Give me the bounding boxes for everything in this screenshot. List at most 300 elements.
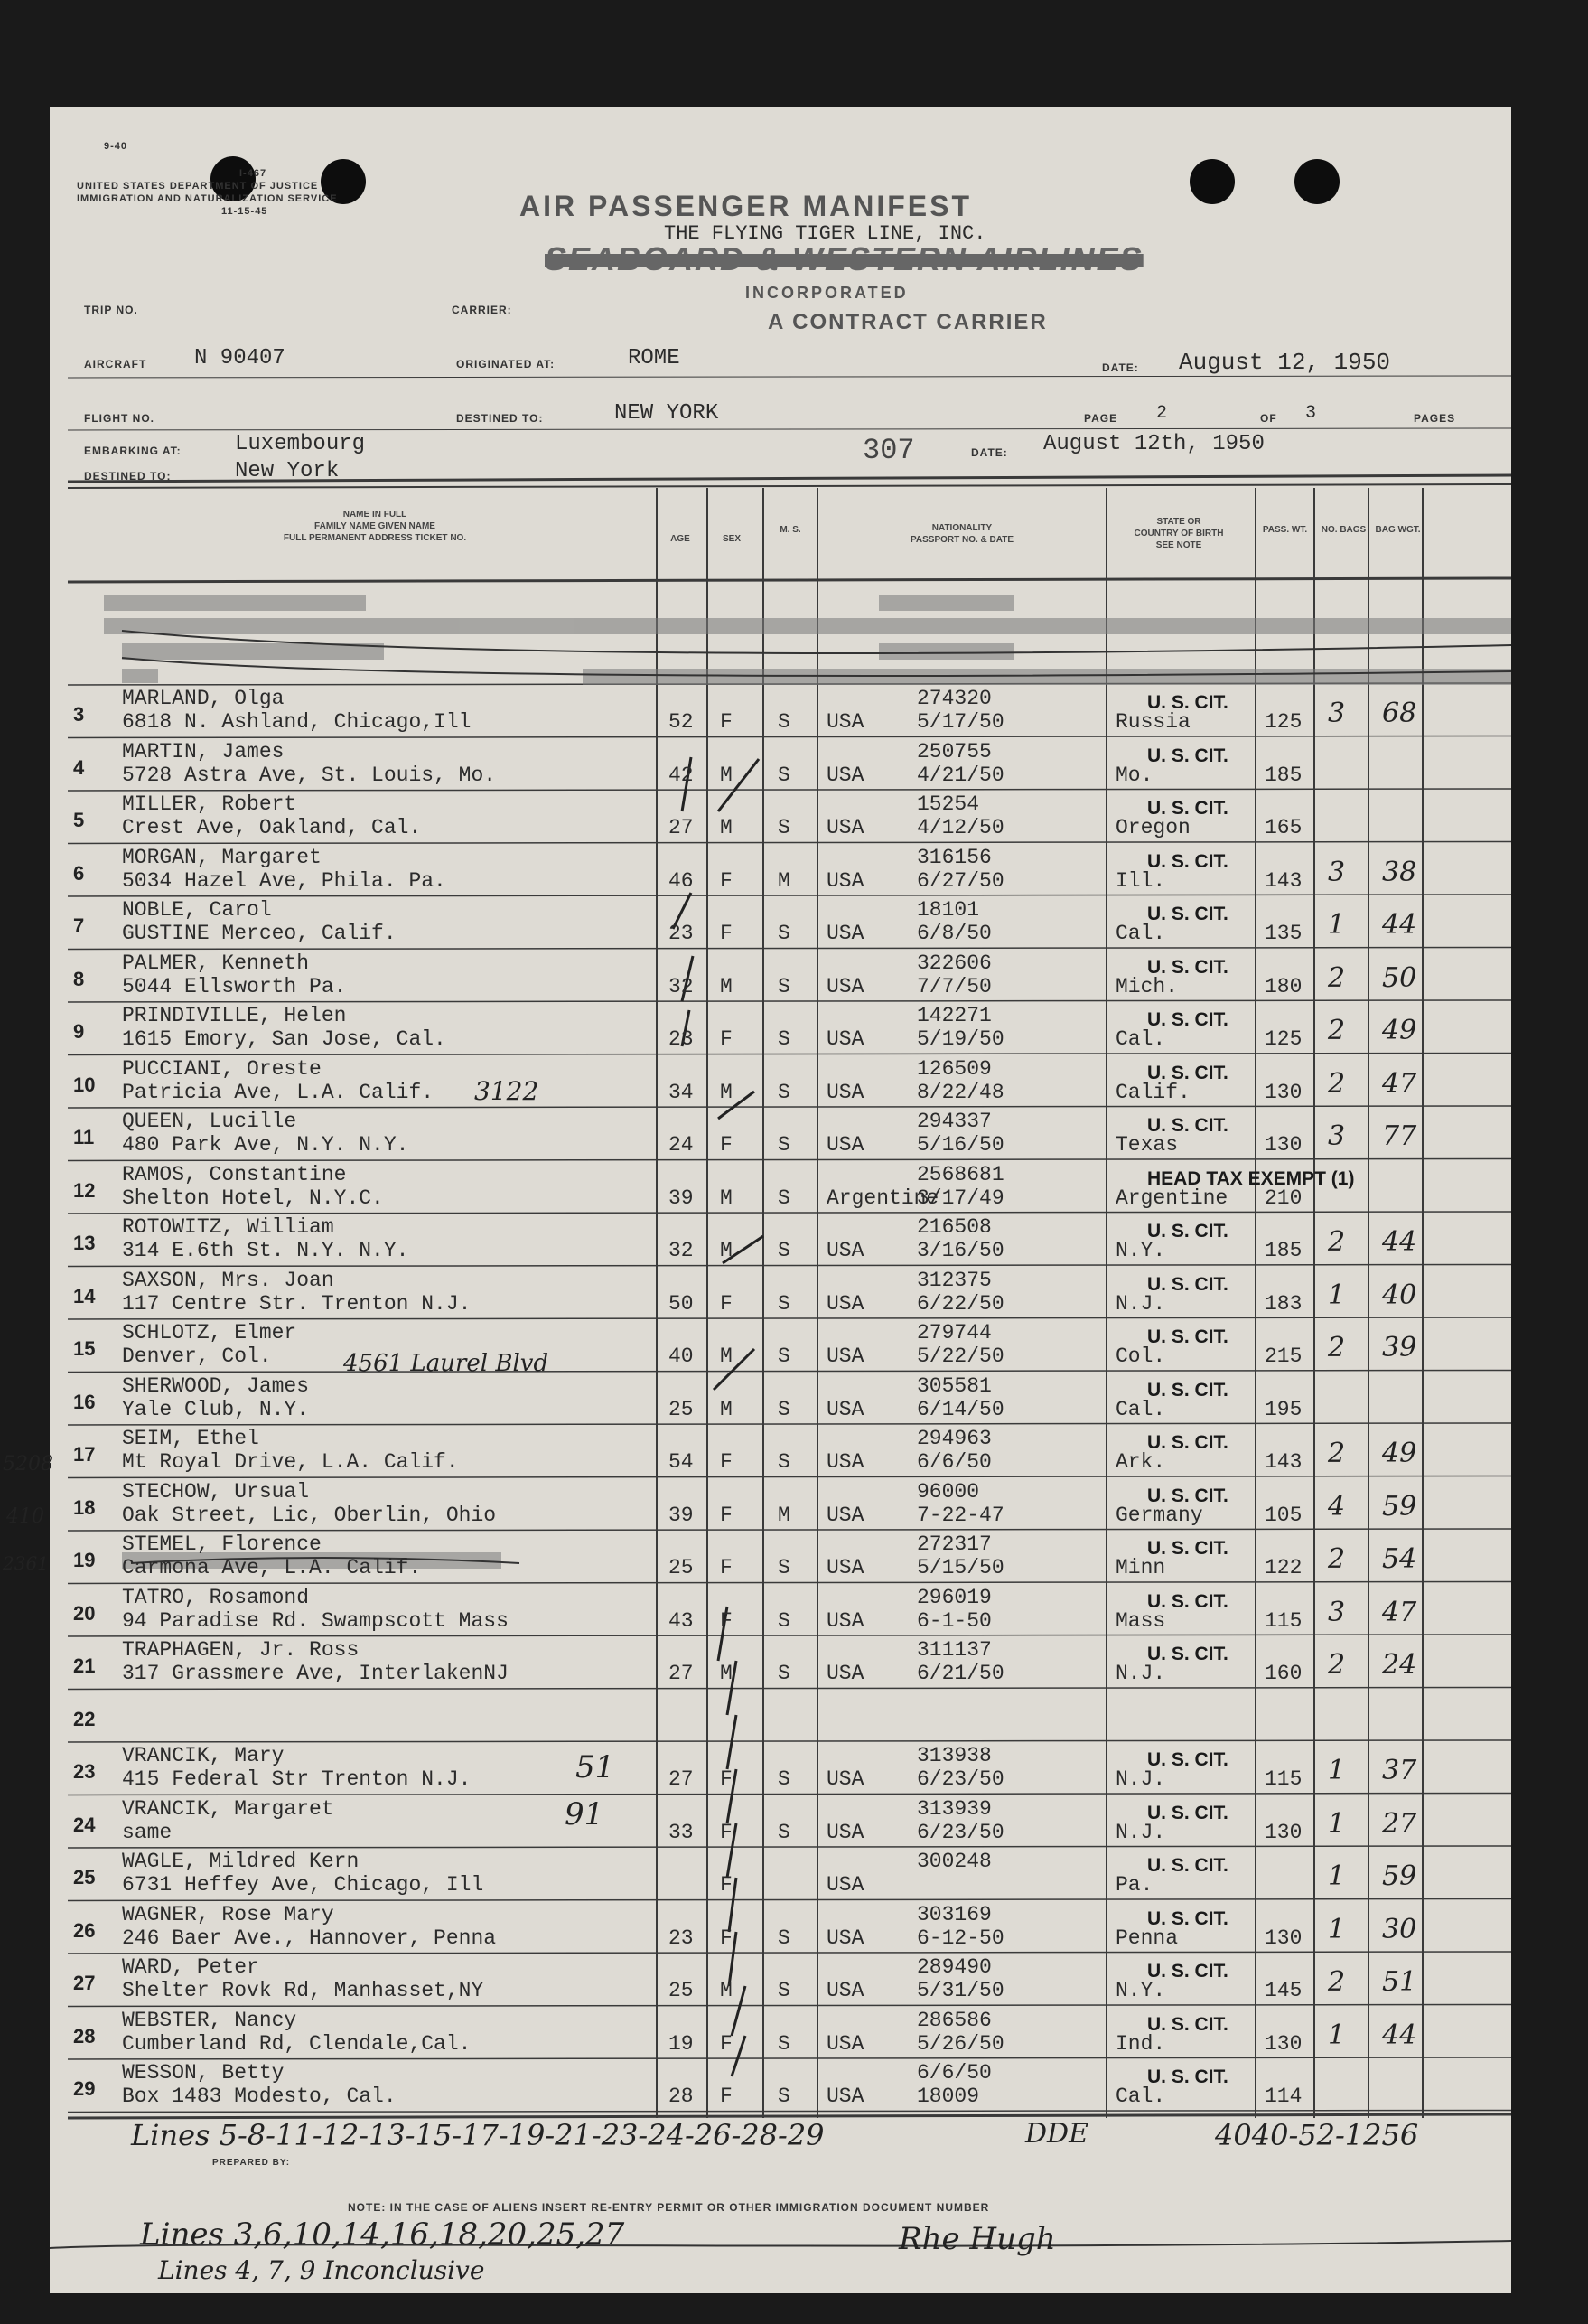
margin-note-410: 410 — [6, 1505, 44, 1528]
table-row — [50, 844, 1511, 897]
passenger-age: 27 — [668, 1767, 694, 1791]
table-row — [50, 1531, 1511, 1584]
passenger-name: WEBSTER, Nancy — [122, 2008, 297, 2032]
table-row — [50, 1795, 1511, 1849]
carrier-label: CARRIER: — [452, 304, 512, 316]
of-value: 3 — [1305, 403, 1317, 424]
handwritten-note-51: 51 — [575, 1749, 615, 1785]
aircraft-value: N 90407 — [194, 346, 285, 370]
passenger-nationality: USA — [827, 1820, 864, 1844]
passenger-weight: 130 — [1265, 1926, 1303, 1950]
table-row — [50, 1425, 1511, 1478]
country-of-birth: Ind. — [1116, 2031, 1166, 2056]
passenger-sex: M — [720, 816, 733, 839]
row-number: 19 — [73, 1549, 96, 1571]
citizenship-stamp: U. S. CIT. — [1147, 692, 1228, 713]
passenger-marital-status: S — [778, 2085, 790, 2108]
passenger-marital-status: S — [778, 1450, 790, 1474]
struck-carrier-name: SEABOARD & WESTERN AIRLINES — [545, 240, 1144, 277]
country-of-birth: Oregon — [1116, 816, 1191, 839]
passenger-nationality: USA — [827, 1608, 864, 1633]
table-row — [50, 1478, 1511, 1532]
passenger-age: 43 — [668, 1608, 694, 1633]
passenger-address: Box 1483 Modesto, Cal. — [122, 2085, 397, 2108]
passenger-weight: 195 — [1265, 1397, 1303, 1421]
passenger-weight: 135 — [1265, 922, 1303, 945]
bag-count: 2 — [1328, 1966, 1346, 1998]
passport-date: 5/26/50 — [917, 2031, 1004, 2056]
passenger-sex: M — [720, 1345, 733, 1368]
row-number: 5 — [73, 809, 85, 831]
passenger-nationality: USA — [827, 1979, 864, 2002]
passport-date: 6/14/50 — [917, 1397, 1004, 1421]
passenger-marital-status: M — [778, 868, 790, 893]
aircraft-label: AIRCRAFT — [84, 358, 147, 370]
passport-number: 322606 — [917, 951, 992, 975]
passenger-sex: M — [720, 974, 733, 998]
passenger-nationality: USA — [827, 1450, 864, 1474]
passport-date: 5/22/50 — [917, 1345, 1004, 1368]
passenger-sex: F — [720, 1556, 733, 1579]
passport-number: 294337 — [917, 1110, 992, 1133]
passenger-marital-status: S — [778, 1185, 790, 1210]
passenger-age: 39 — [668, 1185, 694, 1210]
bag-count: 1 — [1328, 1807, 1346, 1840]
bag-weight: 59 — [1382, 1490, 1417, 1523]
passport-number: 300248 — [917, 1850, 992, 1873]
passenger-name: WESSON, Betty — [122, 2061, 285, 2085]
passenger-marital-status: S — [778, 710, 790, 734]
column-header-ms: M. S. — [780, 525, 801, 535]
passenger-age: 39 — [668, 1503, 694, 1527]
passport-date: 6/27/50 — [917, 868, 1004, 893]
passenger-weight: 130 — [1265, 1080, 1303, 1104]
bag-count: 1 — [1328, 1913, 1346, 1945]
passenger-age: 32 — [668, 974, 694, 998]
row-number: 10 — [73, 1073, 96, 1096]
manifest-number: 307 — [863, 434, 915, 467]
passenger-name: RAMOS, Constantine — [122, 1162, 347, 1186]
department-date: 11-15-45 — [221, 206, 268, 217]
originated-label: ORIGINATED AT: — [456, 358, 556, 370]
citizenship-stamp: U. S. CIT. — [1147, 1485, 1228, 1506]
passenger-address: 246 Baer Ave., Hannover, Penna — [122, 1926, 497, 1950]
passenger-name: WARD, Peter — [122, 1955, 259, 1979]
country-of-birth: Cal. — [1116, 1027, 1166, 1051]
passenger-nationality: USA — [827, 1503, 864, 1527]
country-of-birth: N.Y. — [1116, 1239, 1166, 1262]
citizenship-stamp: U. S. CIT. — [1147, 745, 1228, 766]
bag-count: 1 — [1328, 1755, 1346, 1786]
bag-count: 1 — [1328, 2019, 1346, 2051]
column-header-sex: SEX — [722, 534, 741, 544]
table-row — [50, 1373, 1511, 1426]
passport-date: 18009 — [917, 2085, 980, 2108]
passenger-age: 27 — [668, 816, 694, 839]
citizenship-stamp: U. S. CIT. — [1147, 1749, 1228, 1770]
bag-weight: 68 — [1382, 698, 1417, 729]
passenger-sex: M — [720, 1397, 733, 1421]
passenger-sex: M — [720, 1239, 733, 1262]
bag-weight: 47 — [1382, 1067, 1417, 1100]
date-label: DATE: — [1102, 361, 1139, 374]
passenger-address: 5044 Ellsworth Pa. — [122, 974, 347, 998]
passenger-age: 32 — [668, 1239, 694, 1262]
citizenship-stamp: U. S. CIT. — [1147, 904, 1228, 924]
passenger-sex: F — [720, 1767, 733, 1791]
flight-label: FLIGHT NO. — [84, 412, 154, 425]
citizenship-stamp: U. S. CIT. — [1147, 1590, 1228, 1612]
passenger-nationality: USA — [827, 710, 864, 734]
passport-number: 289490 — [917, 1955, 992, 1979]
table-row — [50, 738, 1511, 792]
carrier-name: THE FLYING TIGER LINE, INC. — [664, 222, 986, 245]
bag-weight: 27 — [1382, 1807, 1417, 1840]
passport-date: 3/16/50 — [917, 1239, 1004, 1262]
destined-label: DESTINED TO: — [456, 412, 544, 425]
bag-weight: 24 — [1382, 1649, 1417, 1681]
page-label: PAGE — [1084, 412, 1118, 425]
passport-date: 4/21/50 — [917, 763, 1004, 787]
citizenship-stamp: U. S. CIT. — [1147, 1115, 1228, 1136]
passenger-nationality: USA — [827, 1291, 864, 1316]
passenger-address: 6731 Heffey Ave, Chicago, Ill — [122, 1873, 484, 1897]
pages-label: PAGES — [1414, 412, 1456, 425]
passenger-name: MORGAN, Margaret — [122, 845, 322, 869]
passenger-marital-status: S — [778, 1133, 790, 1157]
table-row — [50, 791, 1511, 844]
passenger-nationality: USA — [827, 974, 864, 998]
passenger-address: 415 Federal Str Trenton N.J. — [122, 1767, 472, 1791]
passenger-marital-status: S — [778, 922, 790, 945]
passenger-sex: F — [720, 2085, 733, 2108]
passenger-address: Denver, Col. — [122, 1345, 272, 1368]
passenger-address: 314 E.6th St. N.Y. N.Y. — [122, 1239, 409, 1262]
passenger-sex: F — [720, 1027, 733, 1051]
passenger-weight: 130 — [1265, 1133, 1303, 1157]
bag-weight: 54 — [1382, 1543, 1417, 1575]
passport-date: 5/31/50 — [917, 1979, 1004, 2002]
passenger-nationality: USA — [827, 1556, 864, 1579]
passenger-nationality: USA — [827, 1767, 864, 1791]
passenger-sex: F — [720, 868, 733, 893]
destined-value: NEW YORK — [614, 401, 719, 426]
passenger-age: 28 — [668, 2085, 694, 2108]
passenger-nationality: USA — [827, 2085, 864, 2108]
country-of-birth: N.J. — [1116, 1291, 1166, 1316]
passenger-weight: 115 — [1265, 1767, 1303, 1791]
row-number: 28 — [73, 2024, 96, 2048]
bag-count: 1 — [1328, 909, 1346, 941]
row-number: 12 — [73, 1178, 96, 1202]
passenger-address: 317 Grassmere Ave, InterlakenNJ — [122, 1662, 509, 1685]
passenger-address: Shelton Hotel, N.Y.C. — [122, 1185, 384, 1210]
citizenship-stamp: U. S. CIT. — [1147, 1326, 1228, 1347]
passport-date: 7-22-47 — [917, 1503, 1004, 1527]
passport-number: 15254 — [917, 792, 980, 816]
passenger-address: Yale Club, N.Y. — [122, 1397, 310, 1421]
passport-date: 6/8/50 — [917, 922, 992, 945]
passenger-marital-status: S — [778, 1239, 790, 1262]
passenger-name: PRINDIVILLE, Helen — [122, 1004, 347, 1027]
passport-date: 6/23/50 — [917, 1767, 1004, 1791]
row-number: 22 — [73, 1707, 96, 1730]
passport-number: 250755 — [917, 739, 992, 764]
column-header-birth: STATE OR COUNTRY OF BIRTH SEE NOTE — [1134, 517, 1224, 550]
row-number: 18 — [73, 1495, 96, 1519]
passenger-weight: 125 — [1265, 710, 1303, 734]
table-row — [50, 2007, 1511, 2060]
bag-weight: 59 — [1382, 1860, 1417, 1892]
row-number: 6 — [73, 861, 85, 885]
passenger-weight: 130 — [1265, 2031, 1303, 2056]
bag-count: 2 — [1328, 1226, 1346, 1258]
passenger-age: 24 — [668, 1133, 694, 1157]
passenger-name: SAXSON, Mrs. Joan — [122, 1268, 334, 1292]
passport-date: 6/22/50 — [917, 1291, 1004, 1316]
passenger-nationality: USA — [827, 1397, 864, 1421]
table-row — [50, 1848, 1511, 1901]
country-of-birth: Ill. — [1116, 868, 1166, 893]
passenger-marital-status: S — [778, 974, 790, 998]
passenger-marital-status: S — [778, 1080, 790, 1104]
bag-weight: 51 — [1382, 1966, 1417, 1998]
passport-number: 286586 — [917, 2008, 992, 2032]
passenger-weight: 185 — [1265, 763, 1303, 787]
passenger-marital-status: S — [778, 1926, 790, 1950]
passenger-age: 33 — [668, 1820, 694, 1844]
passport-number: 272317 — [917, 1532, 992, 1556]
bag-count: 3 — [1328, 698, 1346, 729]
citizenship-stamp: HEAD TAX EXEMPT (1) — [1147, 1167, 1355, 1189]
row-number: 27 — [73, 1972, 96, 1994]
passenger-nationality: USA — [827, 763, 864, 787]
passenger-weight: 143 — [1265, 868, 1303, 893]
passenger-nationality: USA — [827, 1873, 864, 1897]
passenger-name: WAGNER, Rose Mary — [122, 1902, 334, 1926]
passenger-address: 94 Paradise Rd. Swampscott Mass — [122, 1608, 509, 1633]
bag-count: 2 — [1328, 1438, 1346, 1469]
table-row — [50, 1690, 1511, 1743]
passenger-name: WAGLE, Mildred Kern — [122, 1850, 360, 1873]
table-row — [50, 1319, 1511, 1373]
passenger-age: 27 — [668, 1662, 694, 1685]
passenger-name: SHERWOOD, James — [122, 1373, 310, 1398]
passenger-sex: M — [720, 1185, 733, 1210]
passenger-name: MILLER, Robert — [122, 792, 297, 816]
citizenship-stamp: U. S. CIT. — [1147, 1432, 1228, 1453]
citizenship-stamp: U. S. CIT. — [1147, 1907, 1228, 1929]
country-of-birth: Mich. — [1116, 974, 1179, 998]
passenger-address: Carmona Ave, L.A. Calif. — [122, 1556, 422, 1579]
passenger-age: 52 — [668, 710, 694, 734]
bag-weight: 44 — [1382, 2019, 1417, 2051]
country-of-birth: Calif. — [1116, 1080, 1191, 1104]
passport-number: 279744 — [917, 1321, 992, 1345]
citizenship-stamp: U. S. CIT. — [1147, 1538, 1228, 1559]
row-number: 23 — [73, 1760, 96, 1783]
row-number: 25 — [73, 1866, 96, 1888]
handwritten-initials: DDE — [1025, 2118, 1089, 2150]
passenger-sex: F — [720, 1503, 733, 1527]
row-number: 15 — [73, 1337, 96, 1360]
passenger-age: 25 — [668, 1979, 694, 2002]
table-row — [50, 1742, 1511, 1795]
table-row — [50, 1267, 1511, 1320]
page-value: 2 — [1156, 403, 1168, 424]
incorporated-label: INCORPORATED — [745, 284, 909, 302]
passenger-name: MARTIN, James — [122, 739, 285, 764]
passenger-name: PALMER, Kenneth — [122, 951, 310, 975]
bag-weight: 77 — [1382, 1120, 1417, 1152]
citizenship-stamp: U. S. CIT. — [1147, 850, 1228, 872]
passport-date: 6/6/50 — [917, 1450, 992, 1474]
passport-number: 312375 — [917, 1268, 992, 1292]
passport-number: 313939 — [917, 1796, 992, 1821]
table-row — [50, 685, 1511, 738]
handwritten-lines-list-2: Lines 3,6,10,14,16,18,20,25,27 — [140, 2216, 625, 2253]
passenger-weight: 114 — [1265, 2085, 1303, 2108]
passenger-age: 23 — [668, 922, 694, 945]
passenger-sex: F — [720, 1291, 733, 1316]
passenger-weight: 122 — [1265, 1556, 1303, 1579]
citizenship-stamp: U. S. CIT. — [1147, 1961, 1228, 1982]
passport-number: 311137 — [917, 1638, 992, 1662]
bag-weight: 44 — [1382, 1226, 1417, 1258]
passenger-weight: 183 — [1265, 1291, 1303, 1316]
passenger-address: 6818 N. Ashland, Chicago,Ill — [122, 710, 472, 734]
table-row — [50, 1636, 1511, 1690]
passenger-weight: 145 — [1265, 1979, 1303, 2002]
bag-weight: 49 — [1382, 1438, 1417, 1469]
embarking-value: Luxembourg — [235, 432, 366, 456]
handwritten-street-number: 3122 — [474, 1076, 539, 1106]
passenger-weight: 215 — [1265, 1345, 1303, 1368]
country-of-birth: Cal. — [1116, 1397, 1166, 1421]
form-code: I-467 — [239, 168, 267, 179]
row-number: 13 — [73, 1232, 96, 1254]
handwritten-address: 4561 Laurel Blvd — [343, 1350, 549, 1377]
destined2-value: New York — [235, 459, 340, 483]
passenger-nationality: USA — [827, 1239, 864, 1262]
passenger-age: 25 — [668, 1397, 694, 1421]
passenger-marital-status: S — [778, 1608, 790, 1633]
passenger-age: 40 — [668, 1345, 694, 1368]
column-header-no-bags: NO. BAGS — [1321, 525, 1367, 535]
bag-count: 2 — [1328, 961, 1346, 994]
passenger-name: MARLAND, Olga — [122, 687, 285, 710]
citizenship-stamp: U. S. CIT. — [1147, 798, 1228, 819]
bag-weight: 30 — [1382, 1913, 1417, 1945]
passenger-address: Crest Ave, Oakland, Cal. — [122, 816, 422, 839]
passenger-nationality: USA — [827, 1662, 864, 1685]
table-row — [50, 896, 1511, 950]
passenger-address: 5034 Hazel Ave, Phila. Pa. — [122, 868, 446, 893]
passport-number: 274320 — [917, 687, 992, 710]
passenger-marital-status: S — [778, 1556, 790, 1579]
table-row — [50, 1954, 1511, 2007]
passenger-sex: M — [720, 1080, 733, 1104]
column-header-bag-wgt: BAG WGT. — [1375, 525, 1421, 535]
passenger-age: 25 — [668, 1556, 694, 1579]
country-of-birth: Texas — [1116, 1133, 1179, 1157]
handwritten-reference-number: 4040-52-1256 — [1215, 2118, 1419, 2152]
passenger-name: TATRO, Rosamond — [122, 1585, 310, 1609]
bag-count: 2 — [1328, 1015, 1346, 1046]
passenger-name: STECHOW, Ursual — [122, 1479, 310, 1504]
corner-note: 9-40 — [104, 141, 128, 152]
passport-number: 2568681 — [917, 1162, 1004, 1186]
passport-number: 305581 — [917, 1373, 992, 1398]
margin-note-5208: 5208 — [3, 1453, 53, 1476]
row-number: 9 — [73, 1020, 85, 1043]
citizenship-stamp: U. S. CIT. — [1147, 1221, 1228, 1242]
passport-date: 7/7/50 — [917, 974, 992, 998]
passenger-age: 23 — [668, 1027, 694, 1051]
handwritten-lines-list-1: Lines 5-8-11-12-13-15-17-19-21-23-24-26-28-29 — [131, 2118, 825, 2152]
citizenship-stamp: U. S. CIT. — [1147, 1802, 1228, 1823]
passport-number: 18101 — [917, 898, 980, 922]
table-row — [50, 1584, 1511, 1637]
passenger-marital-status: S — [778, 1820, 790, 1844]
passenger-sex: F — [720, 922, 733, 945]
country-of-birth: Cal. — [1116, 922, 1166, 945]
citizenship-stamp: U. S. CIT. — [1147, 1855, 1228, 1876]
passenger-sex: F — [720, 1450, 733, 1474]
country-of-birth: Mo. — [1116, 763, 1154, 787]
row-number: 21 — [73, 1654, 96, 1677]
passenger-nationality: Argentine — [827, 1185, 939, 1210]
passenger-name: TRAPHAGEN, Jr. Ross — [122, 1638, 360, 1662]
passenger-address: Shelter Rovk Rd, Manhasset,NY — [122, 1979, 484, 2002]
passenger-address: same — [122, 1820, 173, 1844]
passenger-weight: 115 — [1265, 1608, 1303, 1633]
column-header-age: AGE — [670, 534, 690, 544]
row-number: 26 — [73, 1918, 96, 1942]
row-number: 17 — [73, 1443, 96, 1466]
passenger-weight: 210 — [1265, 1185, 1303, 1210]
country-of-birth: N.J. — [1116, 1767, 1166, 1791]
passenger-nationality: USA — [827, 1080, 864, 1104]
passenger-age: 42 — [668, 763, 694, 787]
citizenship-stamp: U. S. CIT. — [1147, 1379, 1228, 1401]
country-of-birth: N.J. — [1116, 1662, 1166, 1685]
passenger-sex: F — [720, 710, 733, 734]
country-of-birth: Penna — [1116, 1926, 1179, 1950]
passenger-weight: 130 — [1265, 1820, 1303, 1844]
destined2-label: DESTINED TO: — [84, 470, 172, 483]
passenger-name: NOBLE, Carol — [122, 898, 272, 922]
citizenship-stamp: U. S. CIT. — [1147, 2066, 1228, 2087]
row-number: 3 — [73, 703, 85, 726]
bag-weight: 47 — [1382, 1596, 1417, 1628]
country-of-birth: Argentine — [1116, 1185, 1228, 1210]
passport-date: 3/17/49 — [917, 1185, 1004, 1210]
row-number: 20 — [73, 1601, 96, 1625]
manifest-sheet — [3, 107, 1511, 2293]
form-title: AIR PASSENGER MANIFEST — [519, 190, 972, 222]
contract-carrier-label: A CONTRACT CARRIER — [768, 310, 1048, 334]
passport-date: 6-1-50 — [917, 1608, 992, 1633]
country-of-birth: N.J. — [1116, 1820, 1166, 1844]
bag-count: 2 — [1328, 1332, 1346, 1363]
department-line-1: UNITED STATES DEPARTMENT OF JUSTICE — [77, 181, 319, 192]
passenger-nationality: USA — [827, 2031, 864, 2056]
passenger-sex: M — [720, 763, 733, 787]
country-of-birth: Ark. — [1116, 1450, 1166, 1474]
originated-value: ROME — [628, 346, 680, 370]
passenger-marital-status: S — [778, 1767, 790, 1791]
